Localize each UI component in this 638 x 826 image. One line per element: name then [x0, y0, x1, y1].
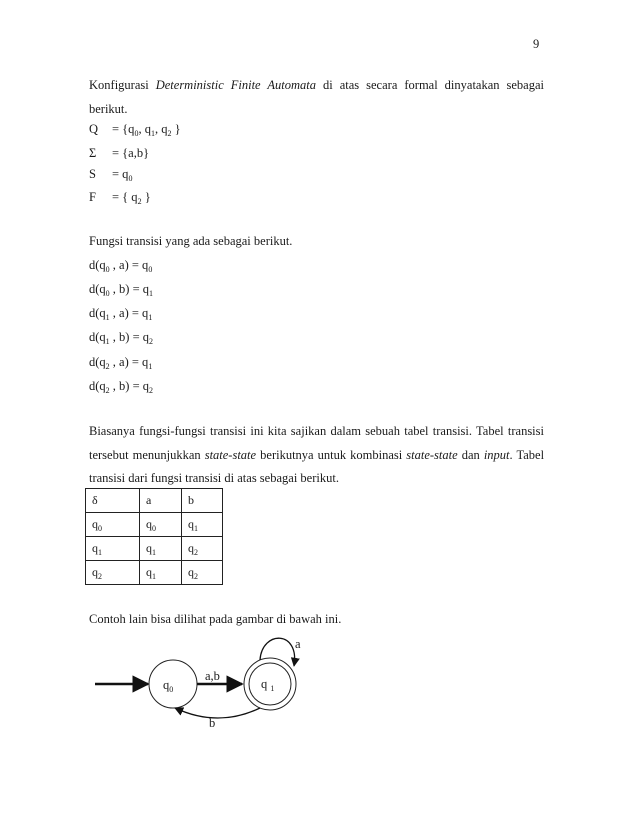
table-cell: $q_1$: [182, 513, 223, 537]
transition-6: $d(q_2$ , $b) = q_2$: [89, 379, 154, 395]
state-q0-label: $q_0$: [163, 678, 174, 694]
transition-1: $d(q_0$ , $a) = q_0$: [89, 258, 153, 274]
edge-q0-q1-label: a,b: [205, 669, 220, 683]
transition-4: $d(q_1$ , $b) = q_2$: [89, 330, 154, 346]
table-header-cell: δ: [86, 489, 140, 513]
transition-5: $d(q_2$ , $a) = q_1$: [89, 355, 153, 371]
para2-emphasis: input: [483, 448, 510, 462]
loop-q1-label: a: [295, 637, 301, 651]
table-cell: $q_1$: [140, 537, 182, 561]
para2-text: berikutnya untuk kombinasi: [260, 448, 403, 462]
table-header-cell: a: [140, 489, 182, 513]
intro-emphasis: Deterministic Finite Automata: [155, 78, 316, 92]
edge-q1-q0-label: b: [209, 716, 216, 730]
transition-3: $d(q_1$ , $a) = q_1$: [89, 306, 153, 322]
table-cell: $q_0$: [86, 513, 140, 537]
para2-emphasis: state-state: [204, 448, 257, 462]
loop-q1: [260, 638, 295, 666]
table-cell: $q_1$: [140, 561, 182, 585]
formal-symbol: S: [89, 167, 96, 181]
intro-line-2: berikut.: [89, 102, 128, 116]
formal-value: = {$q_0$, $q_1$, $q_2$ }: [112, 122, 181, 138]
transition-2: $d(q_0$ , $b) = q_1$: [89, 282, 154, 298]
formal-symbol: F: [89, 190, 96, 204]
transitions-intro: Fungsi transisi yang ada sebagai berikut.: [89, 234, 293, 248]
example-caption: Contoh lain bisa dilihat pada gambar di bawah ini.: [89, 612, 342, 626]
para2-text: dan: [461, 448, 480, 462]
table-cell: $q_2$: [182, 561, 223, 585]
para2-text: . Tabel: [509, 448, 545, 462]
formal-value: = $q_0$: [112, 167, 133, 183]
para2-line-1: Biasanya fungsi-fungsi transisi ini kita sajikan dalam sebuah tabel transisi. Tabel transisi: [89, 424, 544, 438]
formal-value: = { $q_2$ }: [112, 190, 151, 206]
table-cell: $q_2$: [182, 537, 223, 561]
edge-q1-q0: [175, 708, 260, 718]
formal-value: = {a,b}: [112, 146, 150, 160]
table-cell: $q_2$: [86, 561, 140, 585]
para2-text: tersebut menunjukkan: [89, 448, 201, 462]
state-q1-label: q $_1$: [261, 677, 275, 693]
para2-emphasis: state-state: [406, 448, 458, 462]
intro-suffix: di atas secara formal dinyatakan sebagai: [323, 78, 544, 92]
table-cell: $q_0$: [140, 513, 182, 537]
table-header-cell: b: [182, 489, 223, 513]
formal-symbol: Q: [89, 122, 99, 136]
page-number: 9: [533, 37, 540, 51]
table-cell: $q_1$: [86, 537, 140, 561]
formal-symbol: Σ: [89, 146, 97, 160]
intro-prefix: Konfigurasi: [89, 78, 149, 92]
para2-line-3: transisi dari fungsi transisi di atas sebagai berikut.: [89, 471, 339, 485]
